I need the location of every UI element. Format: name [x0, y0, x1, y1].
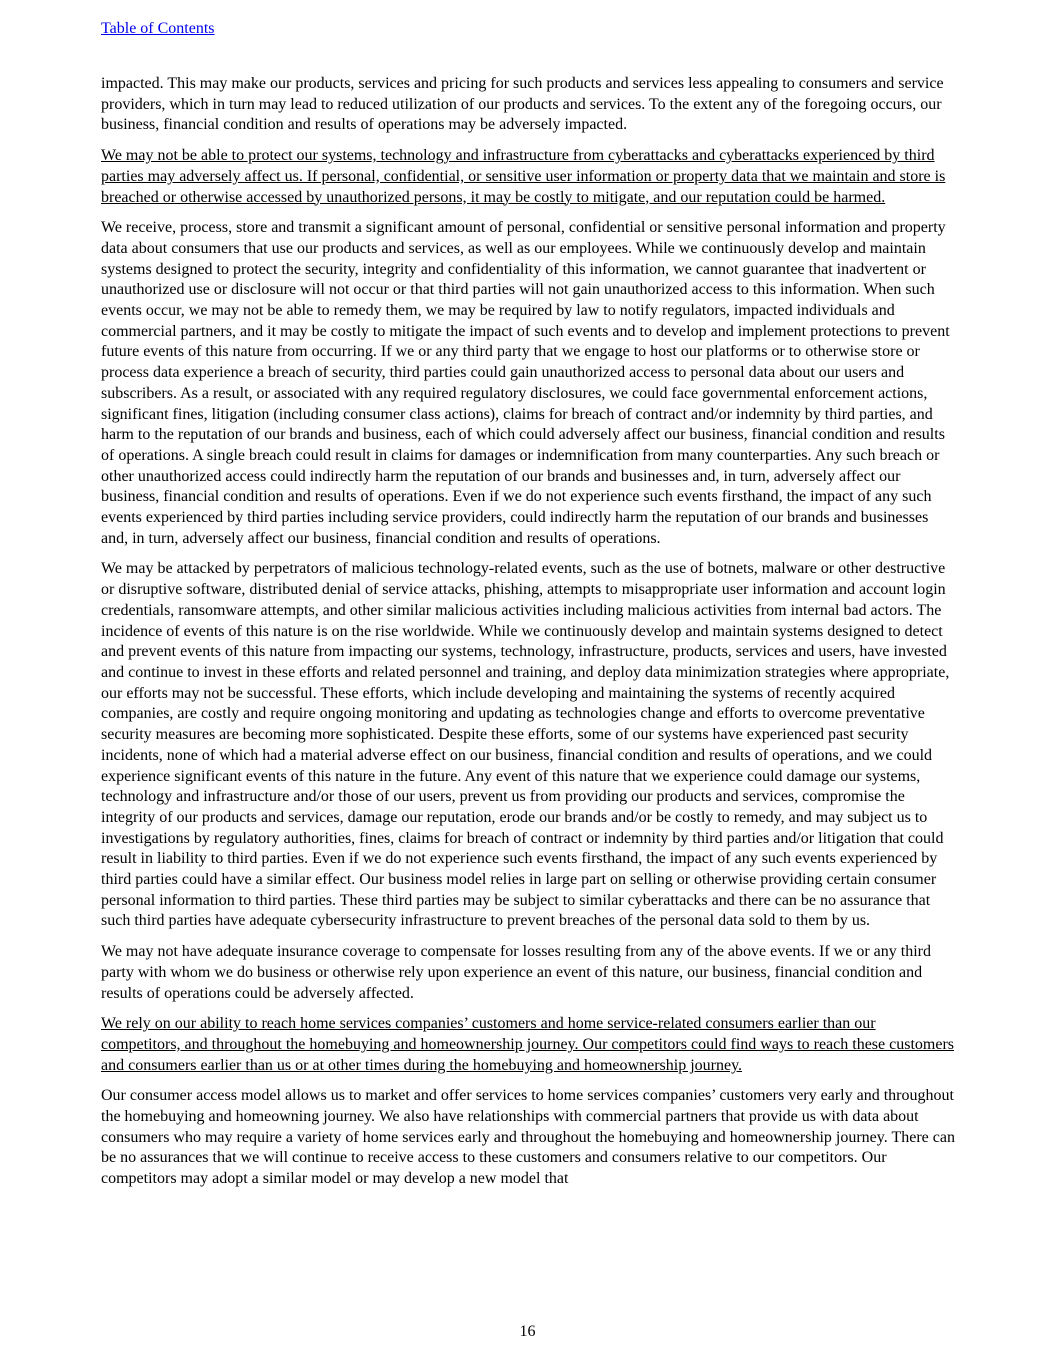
- paragraph-continuation: impacted. This may make our products, services and pricing for such products and services less appealing to consumers and service providers, which in turn may lead to reduced utilization of our products and services. To the extent any of the foregoing occurs, our business, financial condition and results of operations may be adversely impacted.: [101, 75, 944, 134]
- page-number: 16: [519, 1323, 536, 1340]
- paragraph-insurance: We may not have adequate insurance coverage to compensate for losses resulting from any of the above events. If we or any third party with whom we do business or otherwise rely upon experience an event of this nature, our business, financial condition and results of operations could be adversely affected.: [101, 943, 931, 1002]
- paragraph-consumer-access-model: Our consumer access model allows us to market and offer services to home services companies’ customers very early and throughout the homebuying and homeowning journey. We also have relationships with commercial partners that provide us with data about consumers who may require a variety of home services early and throughout the homebuying and homeownership journey. There can be no assurances that we will continue to receive access to these customers and consumers relative to our competitors. Our competitors may adopt a similar model or may develop a new model that: [101, 1087, 955, 1188]
- table-of-contents-link[interactable]: Table of Contents: [101, 20, 215, 37]
- risk-heading-cyberattacks: We may not be able to protect our systems, technology and infrastructure from cyberattacks and cyberattacks experienced by third parties may adversely affect us. If personal, confidential, or sensitive user information or property data that we maintain and store is breached or otherwise accessed by unauthorized persons, it may be costly to mitigate, and our reputation could be harmed.: [101, 147, 946, 206]
- risk-heading-consumer-access: We rely on our ability to reach home services companies’ customers and home service-related consumers earlier than our competitors, and throughout the homebuying and homeownership journey. Our competitors could find ways to reach these customers and consumers earlier than us or at other times during the homebuying and homeownership journey.: [101, 1015, 954, 1074]
- document-body: [101, 74, 957, 1200]
- paragraph-data-protection: We receive, process, store and transmit a significant amount of personal, confidential or sensitive personal information and property data about consumers that use our products and services, as well as our employees. While we continuously develop and maintain systems designed to protect the security, integrity and confidentiality of this information, we cannot guarantee that inadvertent or unauthorized use or disclosure will not occur or that third parties will not gain unauthorized access to this information. When such events occur, we may not be able to remedy them, we may be required by law to notify regulators, impacted individuals and commercial partners, and it may be costly to mitigate the impact of such events and to develop and implement protections to prevent future events of this nature from occurring. If we or any third party that we engage to host our platforms or to otherwise store or process data experience a breach of security, third parties could gain unauthorized access to personal data about our users and subscribers. As a result, or associated with any required regulatory disclosures, we could face governmental enforcement actions, significant fines, litigation (including consumer class actions), claims for breach of contract and/or indemnity by third parties, and harm to the reputation of our brands and business, each of which could adversely affect our business, financial condition and results of operations. A single breach could result in claims for damages or indemnification from many counterparties. Any such breach or other unauthorized access could indirectly harm the reputation of our brands and businesses and, in turn, adversely affect our business, financial condition and results of operations. Even if we do not experience such events firsthand, the impact of any such events experienced by third parties including service providers, could indirectly harm the reputation of our brands and businesses and, in turn, adversely affect our business, financial condition and results of operations.: [101, 219, 950, 547]
- paragraph-malicious-events: We may be attacked by perpetrators of malicious technology-related events, such as the use of botnets, malware or other destructive or disruptive software, distributed denial of service attacks, phishing, attempts to misappropriate user information and account login credentials, ransomware attempts, and other similar malicious activities including malicious activities from internal bad actors. The incidence of events of this nature is on the rise worldwide. While we continuously develop and maintain systems designed to detect and prevent events of this nature from impacting our systems, technology, infrastructure, products, services and users, have invested and continue to invest in these efforts and related personnel and training, and deploy data minimization strategies where appropriate, our efforts may not be successful. These efforts, which include developing and maintaining the systems of recently acquired companies, are costly and require ongoing monitoring and updating as technologies change and efforts to overcome preventative security measures are becoming more sophisticated. Despite these efforts, some of our systems have experienced past security incidents, none of which had a material adverse effect on our business, financial condition and results of operations, and we could experience significant events of this nature in the future. Any event of this nature that we experience could damage our systems, technology and infrastructure and/or those of our users, prevent us from providing our products and services, compromise the integrity of our products and services, damage our reputation, erode our brands and/or be costly to remedy, and may subject us to investigations by regulatory authorities, fines, claims for breach of contract or indemnity by third parties and/or litigation that could result in liability to third parties. Even if we do not experience such events firsthand, the impact of any such events experienced by third parties could have a similar effect. Our business model relies in large part on selling or otherwise providing certain consumer personal information to third parties. These third parties may be subject to similar cyberattacks and there can be no assurance that such third parties have adequate cybersecurity infrastructure to prevent breaches of the personal data sold to them by us.: [101, 560, 950, 930]
